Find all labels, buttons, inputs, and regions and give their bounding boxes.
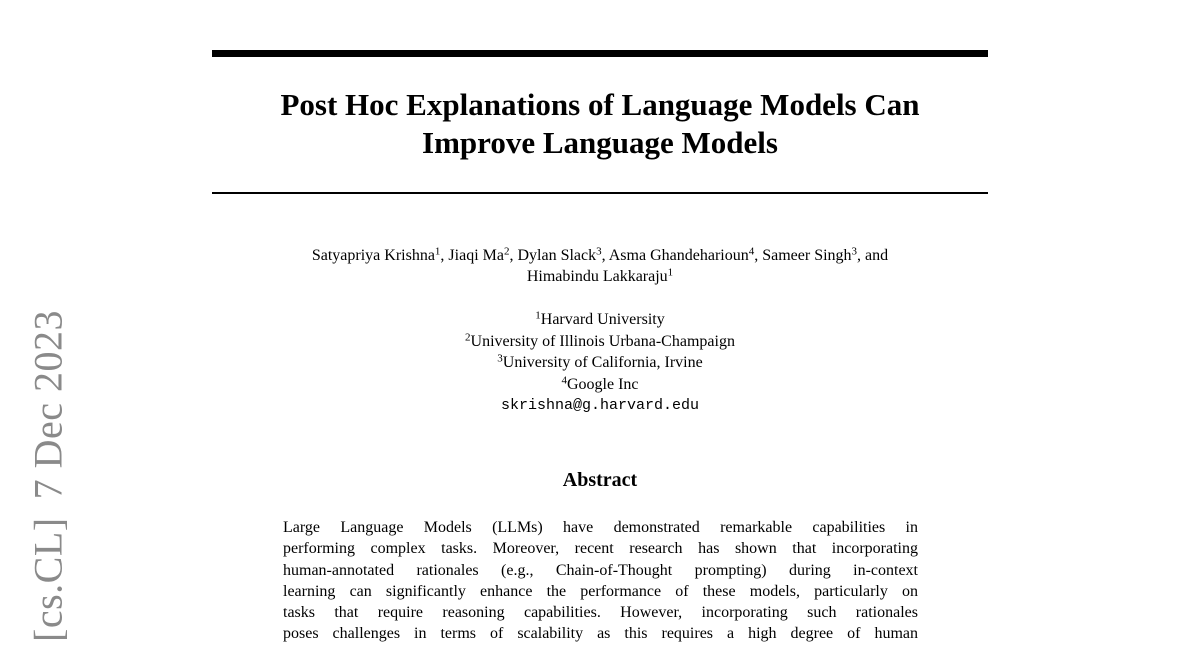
author-name: Jiaqi Ma xyxy=(448,247,504,264)
author-name: Sameer Singh xyxy=(762,247,852,264)
affiliation-mark: 4 xyxy=(561,374,567,386)
author-name: Dylan Slack xyxy=(517,247,597,264)
abstract-line: learning can significantly enhance the performance of these models, particularly on xyxy=(283,582,918,600)
affiliation-mark: 3 xyxy=(497,352,503,365)
affiliation xyxy=(300,352,900,374)
abstract-line: Large Language Models (LLMs) have demonstrated remarkable capabilities in xyxy=(283,519,918,536)
abstract-line: poses challenges in terms of scalability as this requires a high degree of human xyxy=(283,625,918,643)
affiliation xyxy=(300,374,900,396)
affiliation-name: Google Inc xyxy=(566,375,639,393)
paper-title-line: Improve Language Models xyxy=(422,125,778,160)
abstract-line: human-annotated rationales (e.g., Chain-of-Thought prompting) during in-context xyxy=(283,561,918,579)
affiliation-mark: 2 xyxy=(465,331,471,343)
affiliation xyxy=(300,331,900,353)
paper-title-line: Post Hoc Explanations of Language Models Can xyxy=(280,87,920,122)
author-name: Asma Ghandeharioun xyxy=(608,247,749,264)
abstract-heading: Abstract xyxy=(562,469,638,491)
author-affil-mark: 4 xyxy=(748,245,755,258)
affiliation-name: Harvard University xyxy=(540,311,665,328)
author-affil-mark: 1 xyxy=(667,266,674,279)
arxiv-stamp xyxy=(25,310,72,642)
abstract-line: tasks that require reasoning capabilities. However, incorporating such rationales xyxy=(283,604,918,622)
author-affil-mark: 3 xyxy=(596,245,602,258)
author-affil-mark: 2 xyxy=(503,245,510,258)
affiliation-name: University of California, Irvine xyxy=(502,354,703,371)
author-separator: , xyxy=(509,247,518,264)
author-separator: , xyxy=(601,247,609,264)
affiliation-list xyxy=(300,309,900,417)
author-separator: , xyxy=(440,247,449,264)
title-top-rule xyxy=(212,50,988,57)
title-bottom-rule xyxy=(212,192,988,194)
abstract-body xyxy=(283,517,918,645)
arxiv-date: 7 Dec 2023 xyxy=(25,310,71,500)
contact-email: skrishna@g.harvard.edu xyxy=(500,397,700,414)
abstract-line: performing complex tasks. Moreover, recent research has shown that incorporating xyxy=(283,540,918,558)
author-name: Himabindu Lakkaraju xyxy=(526,268,668,285)
author-affil-mark: 3 xyxy=(851,245,858,258)
paper-title xyxy=(212,86,988,162)
author-name: Satyapriya Krishna xyxy=(311,247,435,264)
affiliation-mark: 1 xyxy=(535,309,541,322)
arxiv-category: [cs.CL] xyxy=(25,517,71,642)
author-separator: , xyxy=(754,247,763,264)
author-affil-mark: 1 xyxy=(434,245,441,258)
affiliation-name: University of Illinois Urbana-Champaign xyxy=(470,332,735,350)
affiliation xyxy=(300,309,900,331)
author-list xyxy=(200,245,1000,287)
author-separator: , and xyxy=(857,247,889,264)
